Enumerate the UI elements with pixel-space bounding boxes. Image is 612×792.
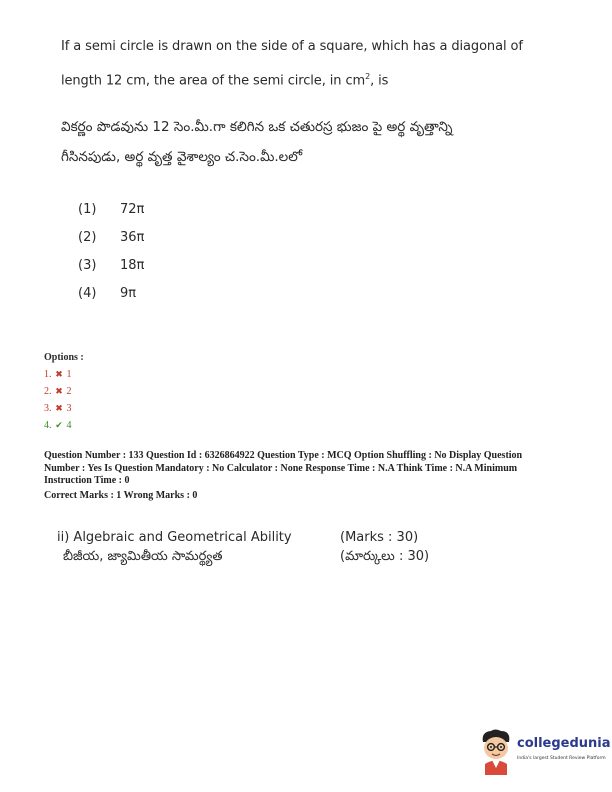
option-key-item <box>44 400 84 417</box>
answer-choices <box>78 196 144 308</box>
choice-number: (4) <box>78 286 97 301</box>
choice-number: (1) <box>78 202 97 217</box>
section-row-telugu <box>57 547 497 566</box>
choice-text: 18π <box>120 258 145 273</box>
mascot-icon <box>477 728 515 776</box>
option-index: 4. <box>44 420 52 431</box>
cross-icon: ✖ <box>55 403 63 413</box>
brand-tagline: India's largest Student Review Platform <box>517 756 606 761</box>
superscript: 2 <box>365 72 371 81</box>
question-telugu-line2: గీసినపుడు, అర్థ వృత్త వైశాల్యం చ.సెం.మీ.లలో <box>61 149 303 165</box>
option-index: 1. <box>44 369 52 380</box>
option-value: 3 <box>66 403 72 414</box>
question-english-line2 <box>61 62 561 96</box>
brand-logo <box>477 728 609 780</box>
option-key-item <box>44 383 84 400</box>
section-title-english: ii) Algebraic and Geometrical Ability <box>57 530 292 545</box>
question-english-line2-end: , is <box>370 73 389 89</box>
section-header <box>57 528 497 566</box>
section-title-telugu: బీజీయ, జ్యామితీయ సామర్థ్యత <box>63 549 223 564</box>
brand-name: collegedunia <box>517 736 611 751</box>
check-icon: ✔ <box>55 420 63 430</box>
option-key-item <box>44 417 84 434</box>
question-telugu <box>61 112 581 172</box>
choice-item <box>78 280 144 308</box>
cross-icon: ✖ <box>55 386 63 396</box>
question-telugu-line1: వికర్ణం పొడవును 12 సెం.మీ.గా కలిగిన ఒక చతురస్ర భుజం పై అర్థ వృత్తాన్ని <box>61 119 453 135</box>
choice-text: 9π <box>120 286 137 301</box>
choice-item <box>78 252 144 280</box>
choice-item <box>78 224 144 252</box>
metadata-line: Instruction Time : 0 <box>44 475 130 486</box>
options-heading: Options : <box>44 352 84 363</box>
question-english-line1: If a semi circle is drawn on the side of a square, which has a diagonal of <box>61 39 523 54</box>
choice-item <box>78 196 144 224</box>
option-key-item <box>44 366 84 383</box>
option-index: 3. <box>44 403 52 414</box>
option-value: 4 <box>66 420 72 431</box>
question-english <box>61 32 561 96</box>
section-marks-english: (Marks : 30) <box>340 530 419 545</box>
question-english-line2-text: length 12 cm, the area of the semi circle, in cm <box>61 73 366 89</box>
question-metadata <box>44 450 574 488</box>
metadata-line: Question Number : 133 Question Id : 6326864922 Question Type : MCQ Option Shuffling : No Display Question <box>44 450 523 461</box>
section-row-english <box>57 528 497 547</box>
choice-number: (3) <box>78 258 97 273</box>
choice-text: 36π <box>120 230 145 245</box>
cross-icon: ✖ <box>55 369 63 379</box>
option-value: 1 <box>66 369 72 380</box>
choice-number: (2) <box>78 230 97 245</box>
section-marks-telugu: (మార్కులు : 30) <box>340 549 430 564</box>
option-index: 2. <box>44 386 52 397</box>
metadata-line: Number : Yes Is Question Mandatory : No Calculator : None Response Time : N.A Think Time : N.A Minimum <box>44 462 518 474</box>
option-value: 2 <box>66 386 72 397</box>
choice-text: 72π <box>120 202 145 217</box>
marks-line: Correct Marks : 1 Wrong Marks : 0 <box>44 490 198 501</box>
options-key <box>44 349 84 434</box>
